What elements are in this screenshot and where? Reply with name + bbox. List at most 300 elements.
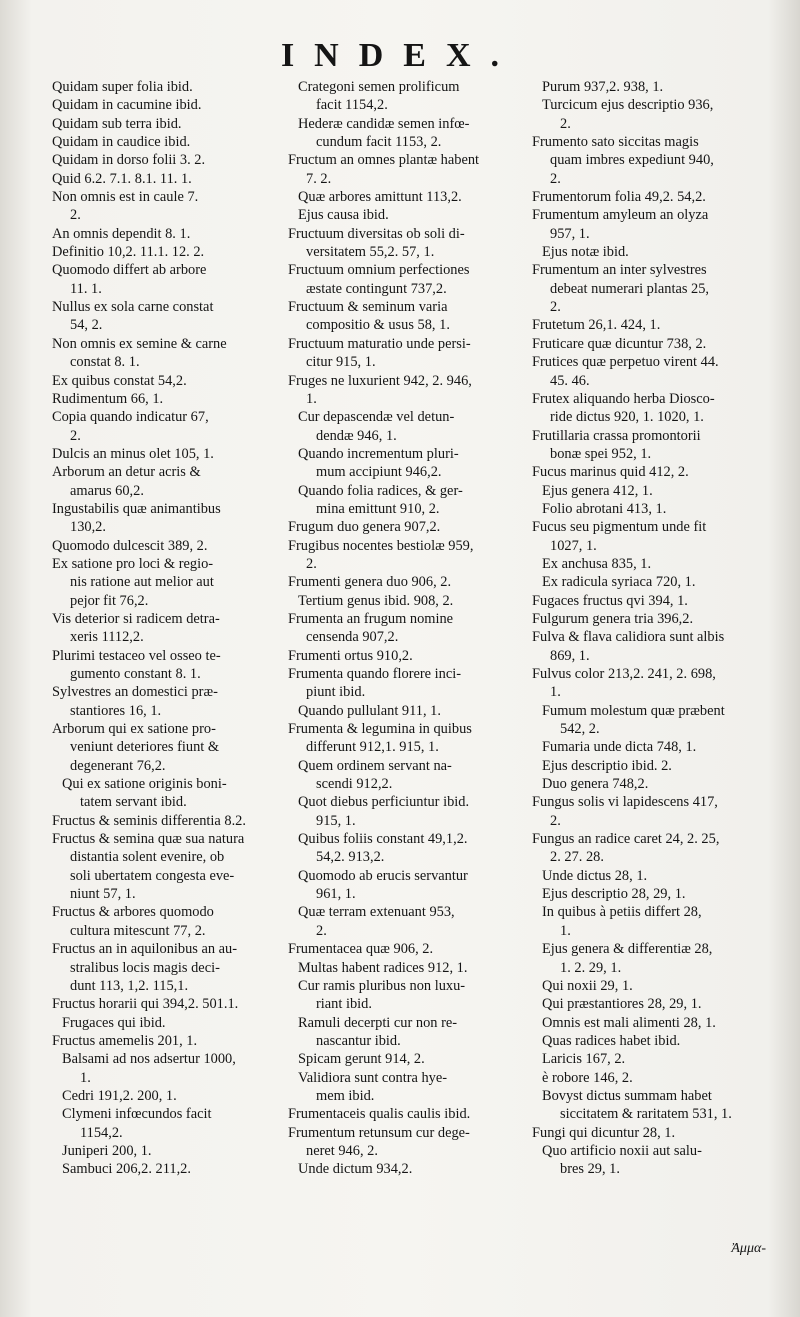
entry-continuation-line: 54,2. 913,2.	[316, 849, 385, 866]
index-entry	[532, 628, 782, 665]
index-entry	[288, 592, 526, 610]
entry-line: Fumaria unde dicta 748, 1.	[542, 739, 697, 756]
entry-line: Ejus notæ ibid.	[542, 244, 629, 261]
index-entry	[532, 188, 782, 206]
index-entry	[532, 427, 782, 464]
index-entry	[288, 225, 526, 262]
entry-line: Ex satione pro loci & regio-	[52, 555, 214, 572]
index-entry	[532, 1050, 782, 1068]
index-entry	[532, 1069, 782, 1087]
index-column-2	[288, 78, 532, 1253]
entry-line: Fructus horarii qui 394,2. 501.1.	[52, 996, 239, 1013]
index-entry	[532, 261, 782, 316]
index-entry	[532, 592, 782, 610]
entry-line: Arborum an detur acris &	[52, 464, 201, 481]
entry-continuation-line: 1154,2.	[80, 1124, 123, 1141]
entry-line: An omnis dependit 8. 1.	[52, 225, 191, 242]
entry-continuation-line: 2.	[550, 812, 561, 829]
entry-line: è robore 146, 2.	[542, 1069, 633, 1086]
entry-line: Quem ordinem servant na-	[298, 757, 452, 774]
entry-continuation-line: 1027, 1.	[550, 537, 597, 554]
index-entry	[532, 702, 782, 739]
index-entry	[532, 903, 782, 940]
entry-line: Qui noxii 29, 1.	[542, 977, 633, 994]
entry-continuation-line: nis ratione aut melior aut	[70, 574, 214, 591]
entry-line: Unde dictus 28, 1.	[542, 867, 648, 884]
entry-line: Ejus genera & differentiæ 28,	[542, 941, 713, 958]
index-entry	[288, 188, 526, 206]
entry-continuation-line: debeat numerari plantas 25,	[550, 280, 710, 297]
entry-line: Ejus descriptio ibid. 2.	[542, 757, 672, 774]
index-entry	[532, 518, 782, 555]
index-entry	[532, 793, 782, 830]
index-entry	[288, 665, 526, 702]
entry-continuation-line: cultura mitescunt 77, 2.	[70, 922, 206, 939]
index-entry	[288, 408, 526, 445]
entry-line: Cedri 191,2. 200, 1.	[62, 1087, 177, 1104]
entry-line: Fugaces fructus qvi 394, 1.	[532, 592, 688, 609]
entry-line: Plurimi testaceo vel osseo te-	[52, 647, 221, 664]
entry-line: Fulva & flava calidiora sunt albis	[532, 629, 725, 646]
entry-continuation-line: 1.	[306, 390, 317, 407]
entry-line: Fucus marinus quid 412, 2.	[532, 464, 689, 481]
index-entry	[52, 170, 284, 188]
entry-line: Quas radices habet ibid.	[542, 1032, 681, 1049]
entry-line: Juniperi 200, 1.	[62, 1142, 152, 1159]
entry-continuation-line: constat 8. 1.	[70, 354, 140, 371]
index-entry	[288, 720, 526, 757]
index-columns	[52, 78, 782, 1253]
entry-line: Frutex aliquando herba Diosco-	[532, 390, 715, 407]
entry-line: Frugum duo genera 907,2.	[288, 519, 441, 536]
index-entry	[288, 940, 526, 958]
entry-continuation-line: 869, 1.	[550, 647, 590, 664]
entry-continuation-line: citur 915, 1.	[306, 354, 376, 371]
entry-line: Bovyst dictus summam habet	[542, 1087, 712, 1104]
entry-line: Clymeni infœcundos facit	[62, 1106, 212, 1123]
index-entry	[288, 757, 526, 794]
entry-line: Ramuli decerpti cur non re-	[298, 1014, 458, 1031]
entry-continuation-line: compositio & usus 58, 1.	[306, 317, 450, 334]
entry-line: Ex anchusa 835, 1.	[542, 555, 652, 572]
entry-line: Quibus foliis constant 49,1,2.	[298, 831, 468, 848]
index-entry	[532, 353, 782, 390]
entry-continuation-line: censenda 907,2.	[306, 629, 399, 646]
entry-continuation-line: niunt 57, 1.	[70, 886, 136, 903]
entry-continuation-line: stralibus locis magis deci-	[70, 959, 220, 976]
index-entry	[52, 1014, 284, 1032]
entry-continuation-line: distantia solent evenire, ob	[70, 849, 225, 866]
entry-continuation-line: bonæ spei 952, 1.	[550, 445, 652, 462]
entry-line: Rudimentum 66, 1.	[52, 390, 164, 407]
entry-line: Quid 6.2. 7.1. 8.1. 11. 1.	[52, 170, 192, 187]
entry-continuation-line: 2. 27. 28.	[550, 849, 604, 866]
index-entry	[52, 96, 284, 114]
entry-line: Ejus genera 412, 1.	[542, 482, 653, 499]
entry-line: Frumentum an inter sylvestres	[532, 262, 707, 279]
index-entry	[532, 1014, 782, 1032]
entry-line: Omnis est mali alimenti 28, 1.	[542, 1014, 716, 1031]
entry-continuation-line: piunt ibid.	[306, 684, 366, 701]
entry-continuation-line: 2.	[560, 115, 571, 132]
index-entry	[52, 408, 284, 445]
index-entry	[532, 830, 782, 867]
index-entry	[52, 555, 284, 610]
entry-line: Laricis 167, 2.	[542, 1051, 626, 1068]
index-entry	[288, 151, 526, 188]
entry-continuation-line: 2.	[70, 427, 81, 444]
entry-continuation-line: neret 946, 2.	[306, 1142, 378, 1159]
index-entry	[532, 335, 782, 353]
index-entry	[532, 206, 782, 243]
entry-continuation-line: scendi 912,2.	[316, 776, 393, 793]
entry-line: Quomodo differt ab arbore	[52, 262, 207, 279]
index-entry	[52, 78, 284, 96]
index-entry	[532, 316, 782, 334]
entry-line: Quando incrementum pluri-	[298, 445, 459, 462]
index-entry	[288, 977, 526, 1014]
entry-line: Balsami ad nos adsertur 1000,	[62, 1051, 236, 1068]
index-entry	[52, 1087, 284, 1105]
entry-line: Cur depascendæ vel detun-	[298, 409, 455, 426]
entry-line: Quidam in dorso folii 3. 2.	[52, 152, 206, 169]
entry-continuation-line: versitatem 55,2. 57, 1.	[306, 244, 435, 261]
entry-line: Fulvus color 213,2. 241, 2. 698,	[532, 666, 716, 682]
entry-continuation-line: 1. 2. 29, 1.	[560, 959, 622, 976]
entry-line: Frumenti genera duo 906, 2.	[288, 574, 452, 591]
entry-line: Quomodo ab erucis servantur	[298, 867, 468, 884]
entry-line: Duo genera 748,2.	[542, 776, 649, 793]
entry-continuation-line: 1.	[560, 922, 571, 939]
entry-continuation-line: pejor fit 76,2.	[70, 592, 149, 609]
entry-line: Fungi qui dicuntur 28, 1.	[532, 1124, 676, 1141]
entry-line: Frutices quæ perpetuo virent 44.	[532, 354, 719, 371]
entry-continuation-line: mina emittunt 910, 2.	[316, 500, 440, 517]
entry-continuation-line: cundum facit 1153, 2.	[316, 134, 442, 151]
index-entry	[52, 995, 284, 1013]
entry-continuation-line: 7. 2.	[306, 170, 332, 187]
index-entry	[52, 537, 284, 555]
index-entry	[288, 647, 526, 665]
entry-continuation-line: quam imbres expediunt 940,	[550, 152, 714, 169]
index-entry	[52, 812, 284, 830]
entry-continuation-line: dendæ 946, 1.	[316, 427, 397, 444]
entry-continuation-line: 130,2.	[70, 519, 106, 536]
entry-line: Quæ terram extenuant 953,	[298, 904, 455, 921]
entry-line: Frumentum amyleum an olyza	[532, 207, 709, 224]
index-entry	[532, 96, 782, 133]
entry-continuation-line: mem ibid.	[316, 1087, 375, 1104]
entry-continuation-line: siccitatem & raritatem 531, 1.	[560, 1106, 732, 1123]
index-entry	[288, 1160, 526, 1178]
index-entry	[532, 775, 782, 793]
entry-continuation-line: xeris 1112,2.	[70, 629, 144, 646]
index-entry	[52, 1032, 284, 1050]
entry-line: Ingustabilis quæ animantibus	[52, 500, 221, 517]
entry-line: Fungus an radice caret 24, 2. 25,	[532, 831, 720, 848]
entry-continuation-line: amarus 60,2.	[70, 482, 144, 499]
index-entry	[532, 390, 782, 427]
index-entry	[52, 1142, 284, 1160]
entry-line: Crategoni semen prolificum	[298, 79, 460, 95]
index-entry	[288, 335, 526, 372]
page-title: INDEX.	[280, 37, 520, 74]
entry-line: In quibus à petiis differt 28,	[542, 904, 702, 921]
entry-line: Validiora sunt contra hye-	[298, 1069, 448, 1086]
entry-line: Fruges ne luxurient 942, 2. 946,	[288, 372, 472, 389]
entry-line: Fulgurum genera tria 396,2.	[532, 610, 694, 627]
index-entry	[52, 188, 284, 225]
index-entry	[532, 1087, 782, 1124]
entry-continuation-line: 961, 1.	[316, 886, 356, 903]
entry-line: Arborum qui ex satione pro-	[52, 721, 216, 738]
catchword: Ἀμμα-	[731, 1241, 766, 1256]
entry-continuation-line: tatem servant ibid.	[80, 794, 187, 811]
index-entry	[532, 940, 782, 977]
entry-line: Fructus & arbores quomodo	[52, 904, 214, 921]
entry-continuation-line: gumento constant 8. 1.	[70, 666, 201, 682]
index-entry	[288, 903, 526, 940]
entry-continuation-line: bres 29, 1.	[560, 1161, 620, 1178]
index-entry	[52, 151, 284, 169]
index-entry	[532, 757, 782, 775]
entry-continuation-line: 1.	[550, 684, 561, 701]
index-entry	[532, 463, 782, 481]
entry-line: Non omnis ex semine & carne	[52, 335, 227, 352]
entry-line: Qui præstantiores 28, 29, 1.	[542, 996, 702, 1013]
entry-continuation-line: mum accipiunt 946,2.	[316, 464, 442, 481]
entry-line: Ejus causa ibid.	[298, 207, 389, 224]
entry-continuation-line: 45. 46.	[550, 372, 590, 389]
index-entry	[532, 133, 782, 188]
entry-line: Multas habent radices 912, 1.	[298, 959, 468, 976]
entry-line: Sylvestres an domestici præ-	[52, 684, 218, 701]
index-entry	[52, 115, 284, 133]
entry-continuation-line: 915, 1.	[316, 812, 356, 829]
entry-line: Unde dictum 934,2.	[298, 1161, 413, 1178]
entry-line: Quidam in caudice ibid.	[52, 134, 191, 151]
index-entry	[288, 372, 526, 409]
entry-line: Frumenta quando florere inci-	[288, 666, 462, 682]
index-entry	[52, 225, 284, 243]
entry-line: Ex quibus constat 54,2.	[52, 372, 187, 389]
entry-line: Quo artificio noxii aut salu-	[542, 1142, 702, 1159]
index-entry	[52, 372, 284, 390]
index-entry	[288, 1124, 526, 1161]
index-entry	[288, 537, 526, 574]
entry-line: Frutillaria crassa promontorii	[532, 427, 701, 444]
index-entry	[532, 885, 782, 903]
entry-continuation-line: 542, 2.	[560, 721, 600, 738]
index-entry	[288, 206, 526, 224]
index-entry	[52, 133, 284, 151]
index-entry	[532, 665, 782, 702]
entry-line: Frugaces qui ibid.	[62, 1014, 166, 1031]
entry-line: Frumenta an frugum nomine	[288, 610, 454, 627]
entry-line: Quæ arbores amittunt 113,2.	[298, 189, 462, 206]
index-entry	[52, 390, 284, 408]
index-entry	[288, 482, 526, 519]
index-entry	[288, 793, 526, 830]
index-entry	[52, 335, 284, 372]
entry-line: Frumenta & legumina in quibus	[288, 721, 472, 738]
entry-line: Sambuci 206,2. 211,2.	[62, 1161, 191, 1178]
index-entry	[288, 959, 526, 977]
entry-line: Frumentaceis qualis caulis ibid.	[288, 1106, 471, 1123]
entry-line: Qui ex satione originis boni-	[62, 776, 227, 793]
entry-line: Dulcis an minus olet 105, 1.	[52, 445, 214, 462]
entry-line: Frutetum 26,1. 424, 1.	[532, 317, 661, 334]
index-entry	[288, 830, 526, 867]
entry-line: Quomodo dulcescit 389, 2.	[52, 537, 208, 554]
index-entry	[288, 445, 526, 482]
entry-line: Folio abrotani 413, 1.	[542, 500, 667, 517]
index-entry	[532, 1032, 782, 1050]
entry-line: Non omnis est in caule 7.	[52, 189, 199, 206]
entry-continuation-line: degenerant 76,2.	[70, 757, 166, 774]
entry-line: Fructuum diversitas ob soli di-	[288, 225, 465, 242]
entry-line: Quidam super folia ibid.	[52, 79, 193, 95]
entry-line: Quando pullulant 911, 1.	[298, 702, 441, 719]
entry-line: Frumento sato siccitas magis	[532, 134, 699, 151]
index-entry	[288, 573, 526, 591]
entry-line: Frumentum retunsum cur dege-	[288, 1124, 470, 1141]
entry-continuation-line: 54, 2.	[70, 317, 103, 334]
entry-line: Fructum an omnes plantæ habent	[288, 152, 480, 169]
index-entry	[52, 683, 284, 720]
index-entry	[288, 1050, 526, 1068]
entry-continuation-line: veniunt deteriores fiunt &	[70, 739, 220, 756]
entry-line: Quidam sub terra ibid.	[52, 115, 182, 132]
entry-continuation-line: 2.	[550, 299, 561, 316]
entry-line: Copia quando indicatur 67,	[52, 409, 209, 426]
entry-line: Fructuum omnium perfectiones	[288, 262, 470, 279]
index-entry	[52, 1160, 284, 1178]
entry-continuation-line: ride dictus 920, 1. 1020, 1.	[550, 409, 704, 426]
index-entry	[52, 1105, 284, 1142]
entry-line: Fruticare quæ dicuntur 738, 2.	[532, 335, 707, 352]
index-entry	[532, 610, 782, 628]
index-entry	[52, 261, 284, 298]
entry-line: Vis deterior si radicem detra-	[52, 610, 220, 627]
entry-continuation-line: stantiores 16, 1.	[70, 702, 162, 719]
entry-continuation-line: riant ibid.	[316, 996, 372, 1013]
index-entry	[532, 977, 782, 995]
entry-line: Fructus & semina quæ sua natura	[52, 831, 245, 848]
index-entry	[532, 555, 782, 573]
index-entry	[52, 463, 284, 500]
entry-continuation-line: 957, 1.	[550, 225, 590, 242]
entry-line: Ejus descriptio 28, 29, 1.	[542, 886, 686, 903]
entry-continuation-line: 2.	[306, 555, 317, 572]
index-entry	[532, 995, 782, 1013]
entry-line: Quidam in cacumine ibid.	[52, 97, 202, 114]
index-entry	[288, 1014, 526, 1051]
index-entry	[288, 867, 526, 904]
entry-line: Fructuum maturatio unde persi-	[288, 335, 471, 352]
index-entry	[532, 738, 782, 756]
index-entry	[52, 940, 284, 995]
index-entry	[52, 647, 284, 684]
index-entry	[52, 445, 284, 463]
entry-continuation-line: soli ubertatem congesta eve-	[70, 867, 235, 884]
entry-line: Frumentacea quæ 906, 2.	[288, 941, 434, 958]
entry-line: Spicam gerunt 914, 2.	[298, 1051, 425, 1068]
entry-continuation-line: differunt 912,1. 915, 1.	[306, 739, 439, 756]
index-entry	[288, 610, 526, 647]
entry-continuation-line: dunt 113, 1,2. 115,1.	[70, 977, 189, 994]
index-entry	[52, 830, 284, 903]
entry-continuation-line: 2.	[316, 922, 327, 939]
entry-line: Quando folia radices, & ger-	[298, 482, 463, 499]
index-entry	[532, 1142, 782, 1179]
entry-continuation-line: æstate contingunt 737,2.	[306, 280, 447, 297]
entry-line: Hederæ candidæ semen infœ-	[298, 115, 470, 132]
entry-line: Fucus seu pigmentum unde fit	[532, 519, 707, 536]
index-entry	[52, 775, 284, 812]
index-entry	[52, 720, 284, 775]
entry-line: Fumum molestum quæ præbent	[542, 702, 725, 719]
entry-line: Frumenti ortus 910,2.	[288, 647, 413, 664]
index-entry	[532, 78, 782, 96]
index-entry	[532, 243, 782, 261]
entry-line: Ex radicula syriaca 720, 1.	[542, 574, 696, 591]
entry-continuation-line: facit 1154,2.	[316, 97, 388, 114]
entry-continuation-line: 1.	[80, 1069, 91, 1086]
entry-continuation-line: 11. 1.	[70, 280, 102, 297]
entry-line: Cur ramis pluribus non luxu-	[298, 977, 466, 994]
index-entry	[52, 243, 284, 261]
index-entry	[532, 1124, 782, 1142]
entry-line: Definitio 10,2. 11.1. 12. 2.	[52, 244, 205, 261]
entry-line: Frugibus nocentes bestiolæ 959,	[288, 537, 474, 554]
index-entry	[52, 500, 284, 537]
entry-continuation-line: nascantur ibid.	[316, 1032, 401, 1049]
entry-line: Fructuum & seminum varia	[288, 299, 448, 316]
index-entry	[532, 500, 782, 518]
index-entry	[288, 298, 526, 335]
index-entry	[52, 298, 284, 335]
index-column-1	[52, 78, 288, 1253]
index-entry	[288, 261, 526, 298]
index-entry	[52, 1050, 284, 1087]
entry-line: Nullus ex sola carne constat	[52, 299, 214, 316]
entry-line: Turcicum ejus descriptio 936,	[542, 97, 714, 114]
index-entry	[532, 573, 782, 591]
entry-line: Frumentorum folia 49,2. 54,2.	[532, 189, 706, 206]
entry-line: Purum 937,2. 938, 1.	[542, 79, 664, 95]
index-entry	[288, 518, 526, 536]
index-column-3	[532, 78, 782, 1253]
entry-continuation-line: 2.	[70, 207, 81, 224]
index-entry	[52, 610, 284, 647]
entry-continuation-line: 2.	[550, 170, 561, 187]
entry-line: Fungus solis vi lapidescens 417,	[532, 794, 718, 811]
entry-line: Tertium genus ibid. 908, 2.	[298, 592, 454, 609]
index-entry	[52, 903, 284, 940]
entry-line: Fructus amemelis 201, 1.	[52, 1032, 198, 1049]
index-entry	[288, 115, 526, 152]
entry-line: Fructus an in aquilonibus an au-	[52, 941, 238, 958]
index-entry	[288, 1105, 526, 1123]
entry-line: Fructus & seminis differentia 8.2.	[52, 812, 246, 829]
entry-line: Quot diebus perficiuntur ibid.	[298, 794, 470, 811]
index-entry	[532, 867, 782, 885]
index-entry	[288, 702, 526, 720]
index-entry	[288, 78, 526, 115]
index-entry	[288, 1069, 526, 1106]
index-entry	[532, 482, 782, 500]
